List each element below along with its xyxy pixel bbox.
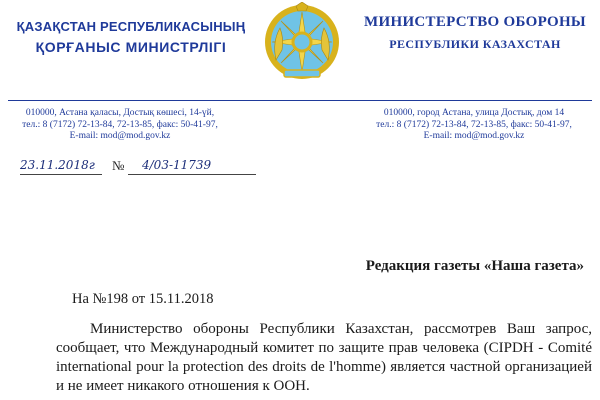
ru-address-block xyxy=(358,108,590,143)
outgoing-number: 4/03-11739 xyxy=(142,158,212,172)
kz-email-line: E-mail: mod@mod.gov.kz xyxy=(69,131,171,141)
ru-phone-line: тел.: 8 (7172) 72-13-84, 72-13-85, факс: 50-41-97, xyxy=(376,119,572,130)
kz-address-block xyxy=(5,108,235,143)
outgoing-date: 23.11.2018г xyxy=(20,158,95,172)
coat-of-arms-icon xyxy=(262,2,342,82)
number-underline xyxy=(128,174,256,175)
date-underline xyxy=(20,174,102,175)
registration-stamp xyxy=(20,158,260,178)
kz-phone-line: тел.: 8 (7172) 72-13-84, 72-13-85, факс: 50-41-97, xyxy=(22,119,218,130)
number-sign: № xyxy=(112,158,125,173)
addressee: Редакция газеты «Наша газета» xyxy=(365,258,584,274)
ru-title-line1: МИНИСТЕРСТВО ОБОРОНЫ xyxy=(364,14,586,30)
letterhead-divider xyxy=(8,100,592,101)
kz-address-line: 010000, Астана қаласы, Достық көшесі, 14-үй, xyxy=(25,108,215,118)
ru-email-line: E-mail: mod@mod.gov.kz xyxy=(423,131,525,141)
reference-line: На №198 от 15.11.2018 xyxy=(72,291,214,307)
ru-address-line: 010000, город Астана, улица Достық, дом 14 xyxy=(383,108,565,118)
kz-title-line1: ҚАЗАҚСТАН РЕСПУБЛИКАСЫНЫҢ xyxy=(16,19,246,34)
body-paragraph: Министерство обороны Республики Казахстан, рассмотрев Ваш запрос, сообщает, что Международный комитет по защите прав человека (CIPDH - Comité international pour la protection des droits de l'homme) является частной организацией и не имеет никакого отношения к ООН. xyxy=(56,321,592,394)
letterhead-ru-title xyxy=(360,14,590,52)
ru-title-line2: РЕСПУБЛИКИ КАЗАХСТАН xyxy=(389,37,561,51)
letterhead-kz-title xyxy=(6,18,256,56)
letter-body xyxy=(56,320,592,396)
kz-title-line2: ҚОРҒАНЫС МИНИСТРЛІГІ xyxy=(35,39,227,55)
